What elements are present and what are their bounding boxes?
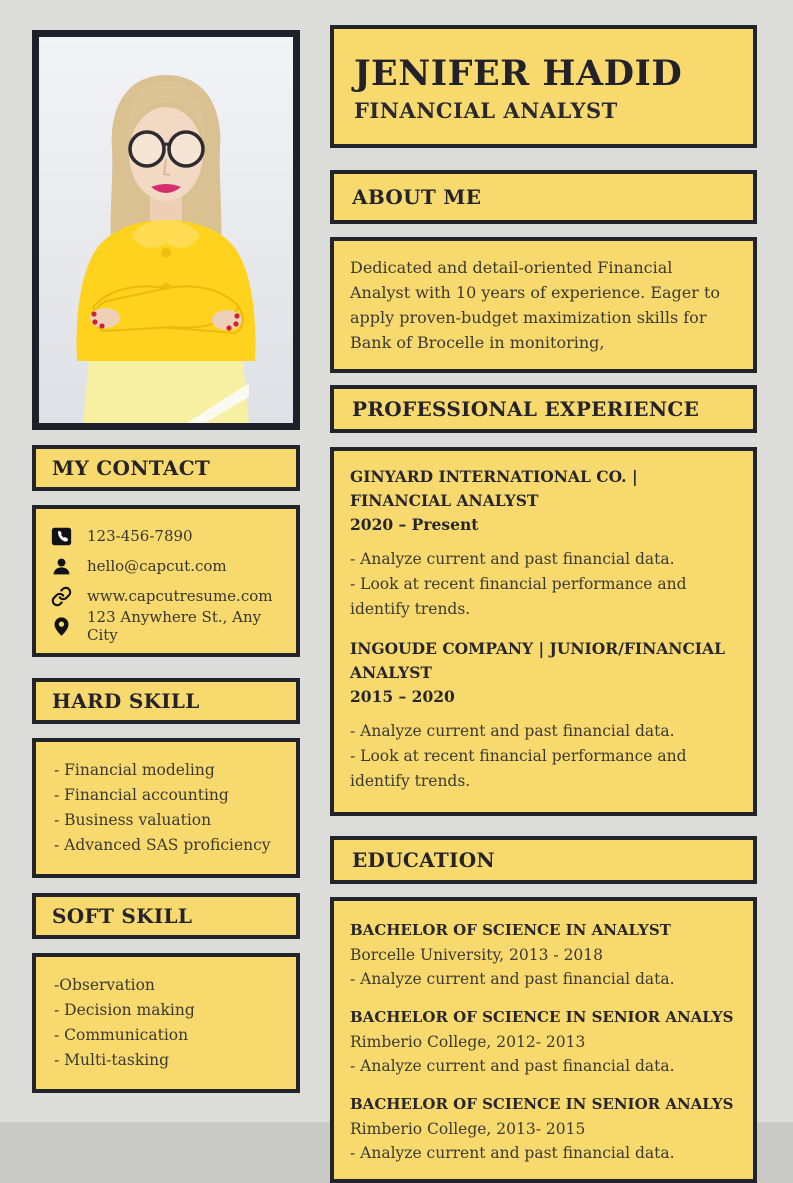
hard-skill-item: - Advanced SAS proficiency xyxy=(54,836,271,854)
experience-entry-title: INGOUDE COMPANY | JUNIOR/FINANCIAL ANALYST xyxy=(350,639,725,682)
experience-bullet: - Analyze current and past financial data. xyxy=(350,550,675,568)
name-header-box xyxy=(330,25,757,148)
hard-skill-item: - Financial accounting xyxy=(54,786,229,804)
about-heading: ABOUT ME xyxy=(352,185,482,209)
soft-skill-item: - Multi-tasking xyxy=(54,1051,170,1069)
hard-skill-item: - Business valuation xyxy=(54,811,212,829)
experience-section-header xyxy=(330,385,757,433)
education-degree: BACHELOR OF SCIENCE IN SENIOR ANALYS xyxy=(350,1095,734,1113)
hard-skill-item: - Financial modeling xyxy=(54,761,215,779)
education-school: Rimberio College, 2012- 2013 xyxy=(350,1033,586,1051)
phone-icon xyxy=(50,525,72,547)
education-entry xyxy=(350,917,737,991)
education-bullet: - Analyze current and past financial data. xyxy=(350,970,675,988)
experience-heading: PROFESSIONAL EXPERIENCE xyxy=(352,397,700,421)
experience-entry-title: GINYARD INTERNATIONAL CO. | FINANCIAL ANALYST xyxy=(350,467,638,510)
education-bullet: - Analyze current and past financial data. xyxy=(350,1057,675,1075)
hard-skill-heading: HARD SKILL xyxy=(52,689,200,713)
education-section-header xyxy=(330,836,757,884)
education-entry xyxy=(350,1091,737,1165)
contact-row-phone xyxy=(50,521,282,551)
education-degree: BACHELOR OF SCIENCE IN SENIOR ANALYS xyxy=(350,1008,734,1026)
experience-bullet: - Analyze current and past financial data. xyxy=(350,722,675,740)
experience-bullet: - Look at recent financial performance and identify trends. xyxy=(350,747,687,790)
experience-entry xyxy=(350,637,737,794)
soft-skill-item: - Decision making xyxy=(54,1001,195,1019)
contact-row-website xyxy=(50,581,282,611)
about-section-header xyxy=(330,170,757,224)
about-text: Dedicated and detail-oriented Financial Analyst with 10 years of experience. Eager to apply proven-budget maximization skills for Bank of Brocelle in monitoring, xyxy=(350,258,721,352)
experience-entry-bullets xyxy=(350,547,737,622)
experience-bullet: - Look at recent financial performance and identify trends. xyxy=(350,575,687,618)
education-degree: BACHELOR OF SCIENCE IN ANALYST xyxy=(350,921,671,939)
experience-entry-bullets xyxy=(350,719,737,794)
education-box xyxy=(330,897,757,1183)
soft-skill-section-header xyxy=(32,893,300,939)
right-column xyxy=(330,25,757,1183)
education-school: Rimberio College, 2013- 2015 xyxy=(350,1120,586,1138)
contact-list xyxy=(32,505,300,657)
soft-skill-list xyxy=(32,953,300,1093)
education-school: Borcelle University, 2013 - 2018 xyxy=(350,946,604,964)
contact-email-text: hello@capcut.com xyxy=(87,557,227,575)
experience-entry xyxy=(350,465,737,622)
contact-phone-text: 123-456-7890 xyxy=(87,527,193,545)
left-column xyxy=(32,30,300,1093)
about-text-box xyxy=(330,237,757,373)
contact-website-text: www.capcutresume.com xyxy=(87,587,273,605)
experience-entry-period: 2020 – Present xyxy=(350,515,479,534)
education-bullet: - Analyze current and past financial data. xyxy=(350,1144,675,1162)
contact-section-header xyxy=(32,445,300,491)
hard-skill-list xyxy=(32,738,300,878)
education-entry xyxy=(350,1004,737,1078)
hard-skill-section-header xyxy=(32,678,300,724)
contact-heading: MY CONTACT xyxy=(52,456,211,480)
person-job-title: FINANCIAL ANALYST xyxy=(354,98,618,123)
profile-photo xyxy=(32,30,300,430)
portrait-illustration xyxy=(39,37,293,423)
person-name: JENIFER HADID xyxy=(354,53,683,94)
soft-skill-heading: SOFT SKILL xyxy=(52,904,193,928)
contact-address-text: 123 Anywhere St., Any City xyxy=(87,608,262,644)
soft-skill-item: -Observation xyxy=(54,976,155,994)
experience-entry-period: 2015 – 2020 xyxy=(350,687,455,706)
contact-row-email xyxy=(50,551,282,581)
soft-skill-item: - Communication xyxy=(54,1026,189,1044)
link-icon xyxy=(50,585,72,607)
person-icon xyxy=(50,555,72,577)
location-pin-icon xyxy=(50,615,72,637)
contact-row-address xyxy=(50,608,282,644)
education-heading: EDUCATION xyxy=(352,848,496,872)
experience-box xyxy=(330,447,757,816)
